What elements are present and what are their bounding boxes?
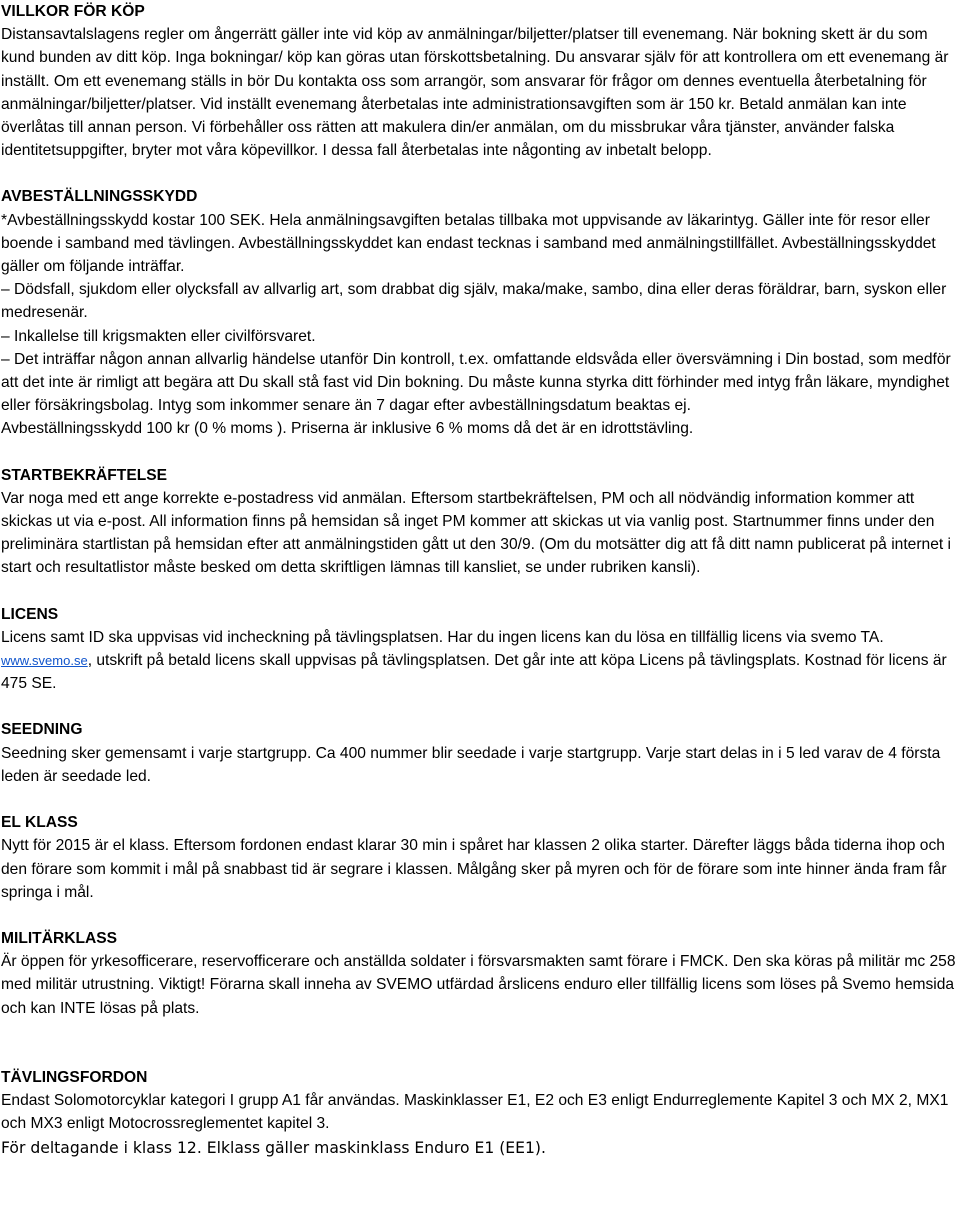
text-militarklass: Är öppen för yrkesofficerare, reservofficerare och anställda soldater i försvarsmakten samt förare i FMCK. Den ska köras på militär mc 258 med militär utrustning. Viktigt! Förarna skall inneha av SVEMO utfärdad årslicens enduro eller tillfällig licens som löses på Svemo hemsida och kan INTE lösas på plats. <box>1 953 956 1017</box>
list-item: – Dödsfall, sjukdom eller olycksfall av allvarlig art, som drabbat dig själv, maka/make, sambo, dina eller deras föräldrar, barn, syskon eller medresenär. <box>1 281 947 322</box>
heading-militarklass: MILITÄRKLASS <box>1 929 118 947</box>
section-startbekraftelse <box>1 464 959 580</box>
section-elklass <box>1 811 959 904</box>
text-villkor: Distansavtalslagens regler om ångerrätt gäller inte vid köp av anmälningar/biljetter/platser till evenemang. När bokning skett är du som kund bunden av ditt köp. Inga bokningar/ köp kan göras utan förskottsbetalning. Du ansvarar själv för att kontrollera om ett evenemang är inställt. Om ett evenemang ställs in bör Du kontakta oss som arrangör, som ansvarar för frågor om dennes eventuella återbetalning för anmälningar/biljetter/platser. Vid inställt evenemang återbetalas inte administrationsavgiften som är 150 kr. Betald anmälan kan inte överlåtas till annan person. Vi förbehåller oss rätten att makulera din/er anmälan, om du missbrukar våra tjänster, använder falska identitetsuppgifter, bryter mot våra köpevillkor. I dessa fall återbetalas inte någonting av inbetalt belopp. <box>1 26 949 160</box>
heading-startbekraftelse: STARTBEKRÄFTELSE <box>1 466 168 484</box>
spacer <box>1 162 959 185</box>
svemo-link[interactable]: www.svemo.se <box>1 653 88 669</box>
spacer <box>1 1020 959 1066</box>
heading-elklass: EL KLASS <box>1 814 78 832</box>
text-elklass: Nytt för 2015 är el klass. Eftersom fordonen endast klarar 30 min i spåret har klassen 2 olika starter. Därefter läggs båda tiderna ihop och den förare som kommit i mål på snabbast tid är segrare i klassen. Målgång sker på myren och för de förare som inte hinner ända fram får springa i mål. <box>1 837 947 901</box>
text-startbekraftelse: Var noga med ett ange korrekte e-postadress vid anmälan. Eftersom startbekräftelsen, PM och all nödvändig information kommer att skickas ut via e-post. All information finns på hemsidan så inget PM kommer att skickas ut via vanlig post. Startnummer finns under den preliminära startlistan på hemsidan efter att anmälningstiden gått ut den 30/9. (Om du motsätter dig att få ditt namn publicerat på internet i start och resultatlistor måste besked om detta skriftligen lämnas till kansliet, se under rubriken kansli). <box>1 489 952 577</box>
section-seedning <box>1 718 959 788</box>
heading-villkor: VILLKOR FÖR KÖP <box>1 3 145 20</box>
section-avbestallningsskydd <box>1 185 959 440</box>
section-licens <box>1 603 959 696</box>
spacer <box>1 441 959 464</box>
spacer <box>1 904 959 927</box>
text-tavlingsfordon-elklass: För deltagande i klass 12. Elklass gäller maskinklass Enduro E1 (EE1). <box>1 1139 546 1158</box>
text-seedning: Seedning sker gemensamt i varje startgrupp. Ca 400 nummer blir seedade i varje startgrupp. Varje start delas in i 5 led varav de 4 första leden är seedade led. <box>1 744 941 785</box>
spacer <box>1 695 959 718</box>
heading-licens: LICENS <box>1 605 59 623</box>
section-villkor <box>1 0 959 162</box>
text-avbestallningsskydd: *Avbeställningsskydd kostar 100 SEK. Hela anmälningsavgiften betalas tillbaka mot uppvisande av läkarintyg. Gäller inte för resor eller boende i samband med tävlingen. Avbeställningsskyddet kan endast tecknas i samband med anmälningstillfället. Avbeställningsskyddet gäller om följande inträffar. <box>1 211 936 276</box>
list-item: – Inkallelse till krigsmakten eller civilförsvaret. <box>1 327 316 345</box>
spacer <box>1 788 959 811</box>
heading-tavlingsfordon: TÄVLINGSFORDON <box>1 1068 148 1086</box>
section-militarklass <box>1 927 959 1020</box>
text-tavlingsfordon: Endast Solomotorcyklar kategori I grupp A1 får användas. Maskinklasser E1, E2 och E3 enligt Endurreglemente Kapitel 3 och MX 2, MX1 och MX3 enligt Motocrossreglementet kapitel 3. <box>1 1091 949 1133</box>
heading-avbestallningsskydd: AVBESTÄLLNINGSSKYDD <box>1 188 198 206</box>
text-licens <box>1 626 959 696</box>
text-licens-part2: , utskrift på betald licens skall uppvisas på tävlingsplatsen. Det går inte att köpa Licens på tävlingsplats. Kostnad för licens är 475 SE. <box>1 652 947 693</box>
section-tavlingsfordon <box>1 1066 959 1161</box>
text-licens-part1: Licens samt ID ska uppvisas vid incheckning på tävlingsplatsen. Har du ingen licens kan du lösa en tillfällig licens via svemo TA. <box>1 628 884 646</box>
heading-seedning: SEEDNING <box>1 721 83 739</box>
text-avbestallningsskydd-price: Avbeställningsskydd 100 kr (0 % moms ). Priserna är inklusive 6 % moms då det är en idrottstävling. <box>1 420 694 438</box>
list-item: – Det inträffar någon annan allvarlig händelse utanför Din kontroll, t.ex. omfattande eldsvåda eller översvämning i Din bostad, som medför att det inte är rimligt att begära att Du skall stå fast vid Din bokning. Du måste kunna styrka ditt förhinder med intyg från läkare, myndighet eller försäkringsbolag. Intyg som inkommer senare än 7 dagar efter avbeställningsdatum beaktas ej. <box>1 350 951 415</box>
spacer <box>1 580 959 603</box>
